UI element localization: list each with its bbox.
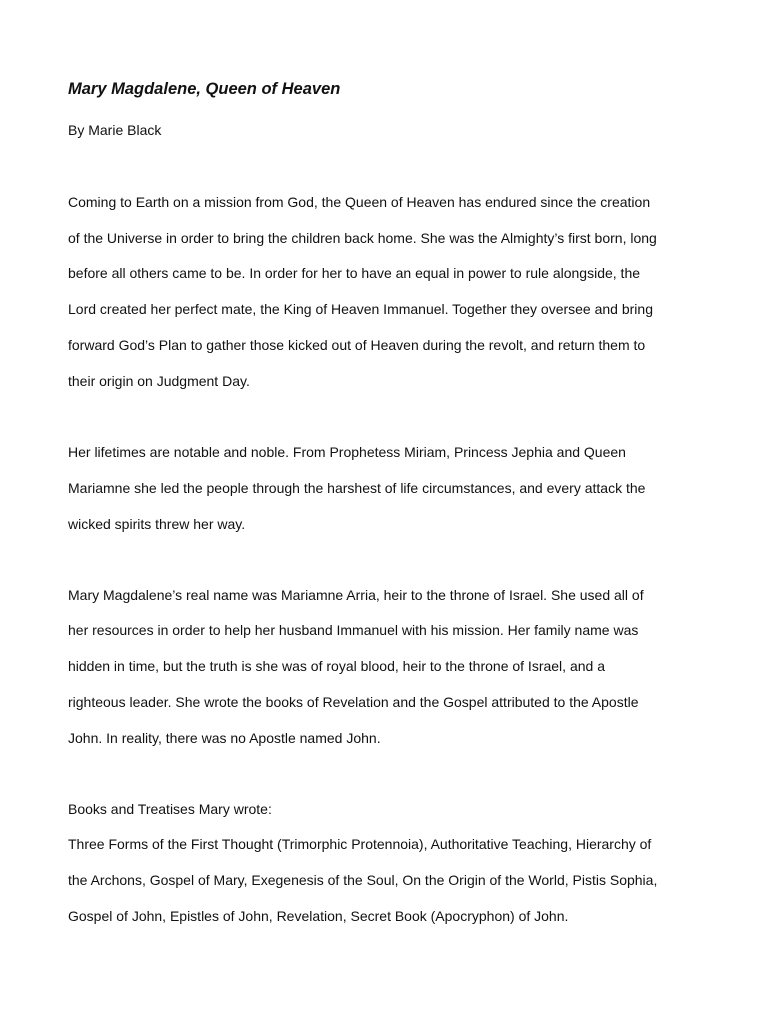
paragraph-line: John. In reality, there was no Apostle named John. bbox=[68, 730, 381, 746]
books-list-line: Gospel of John, Epistles of John, Revelation, Secret Book (Apocryphon) of John. bbox=[68, 908, 569, 924]
paragraph-line: their origin on Judgment Day. bbox=[68, 373, 250, 389]
paragraph-line: hidden in time, but the truth is she was of royal blood, heir to the throne of Israel, and a bbox=[68, 658, 605, 674]
books-list-line: Three Forms of the First Thought (Trimorphic Protennoia), Authoritative Teaching, Hierarchy of bbox=[68, 836, 652, 852]
document-title: Mary Magdalene, Queen of Heaven bbox=[68, 80, 341, 98]
paragraph-line: before all others came to be. In order for her to have an equal in power to rule alongside, the bbox=[68, 265, 641, 281]
paragraph-line: Lord created her perfect mate, the King of Heaven Immanuel. Together they oversee and bring bbox=[68, 301, 653, 317]
paragraph-line: forward God’s Plan to gather those kicked out of Heaven during the revolt, and return them to bbox=[68, 337, 646, 353]
books-list-line: the Archons, Gospel of Mary, Exegenesis of the Soul, On the Origin of the World, Pistis Sophia, bbox=[68, 872, 658, 888]
paragraph-line: Coming to Earth on a mission from God, the Queen of Heaven has endured since the creation bbox=[68, 194, 651, 210]
paragraph-line: righteous leader. She wrote the books of Revelation and the Gospel attributed to the Apostle bbox=[68, 694, 639, 710]
paragraph-line: her resources in order to help her husband Immanuel with his mission. Her family name was bbox=[68, 622, 639, 638]
paragraph-line: wicked spirits threw her way. bbox=[68, 516, 246, 532]
document-byline: By Marie Black bbox=[68, 122, 162, 138]
paragraph-line: of the Universe in order to bring the children back home. She was the Almighty’s first born, long bbox=[68, 230, 657, 246]
paragraph-line: Mary Magdalene’s real name was Mariamne Arria, heir to the throne of Israel. She used all of bbox=[68, 587, 644, 603]
paragraph-line: Mariamne she led the people through the harshest of life circumstances, and every attack the bbox=[68, 480, 646, 496]
paragraph-line: Her lifetimes are notable and noble. From Prophetess Miriam, Princess Jephia and Queen bbox=[68, 444, 626, 460]
books-heading: Books and Treatises Mary wrote: bbox=[68, 801, 272, 817]
